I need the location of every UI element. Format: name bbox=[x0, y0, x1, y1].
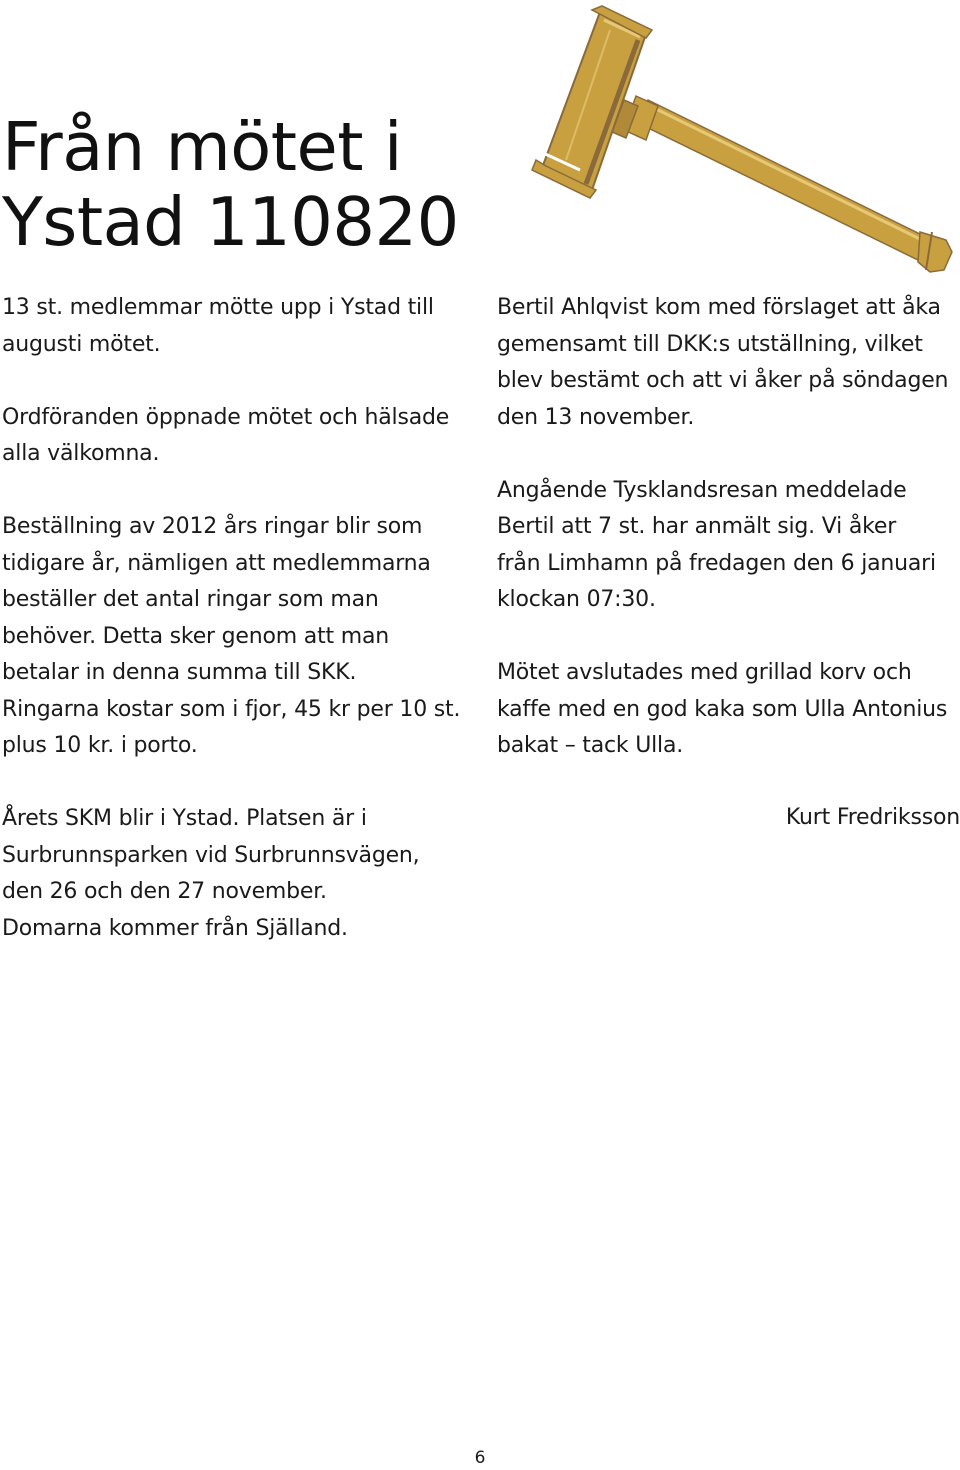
page-number: 6 bbox=[474, 1448, 486, 1468]
text-line: beställer det antal ringar som man bbox=[2, 587, 379, 612]
text-line: betalar in denna summa till SKK. bbox=[2, 660, 357, 685]
text-line: klockan 07:30. bbox=[497, 587, 656, 612]
paragraph-closing bbox=[497, 655, 959, 765]
text-line: Beställning av 2012 års ringar blir som bbox=[2, 514, 423, 539]
text-line: Bertil att 7 st. har anmält sig. Vi åker bbox=[497, 514, 897, 539]
text-line: alla välkomna. bbox=[2, 441, 160, 466]
text-line: Ordföranden öppnade mötet och hälsade bbox=[2, 404, 450, 430]
right-column bbox=[497, 290, 959, 801]
text-line: behöver. Detta sker genom att man bbox=[2, 623, 389, 649]
text-line: Mötet avslutades med grillad korv och bbox=[497, 660, 912, 685]
text-line: från Limhamn på fredagen den 6 januari bbox=[497, 550, 936, 576]
text-line: den 26 och den 27 november. bbox=[2, 879, 327, 904]
paragraph-skm bbox=[2, 801, 482, 947]
text-line: blev bestämt och att vi åker på söndagen bbox=[497, 368, 949, 393]
text-line: Bertil Ahlqvist kom med förslaget att åka bbox=[497, 295, 941, 320]
text-line: den 13 november. bbox=[497, 404, 695, 430]
paragraph-germany-trip bbox=[497, 473, 959, 619]
title-line-1: Från mötet i bbox=[2, 108, 402, 186]
paragraph-dkk-show bbox=[497, 290, 959, 436]
text-line: Ringarna kostar som i fjor, 45 kr per 10 st. bbox=[2, 696, 461, 722]
paragraph-opening bbox=[2, 400, 482, 473]
text-line: Domarna kommer från Själland. bbox=[2, 915, 348, 941]
gavel-icon bbox=[520, 0, 960, 280]
title-line-2: Ystad 110820 bbox=[2, 183, 459, 261]
text-line: 13 st. medlemmar mötte upp i Ystad till bbox=[2, 295, 434, 320]
paragraph-rings bbox=[2, 509, 482, 765]
text-line: Angående Tysklandsresan meddelade bbox=[497, 477, 907, 503]
text-line: Surbrunnsparken vid Surbrunnsvägen, bbox=[2, 842, 420, 868]
left-column bbox=[2, 290, 482, 984]
paragraph-attendance bbox=[2, 290, 482, 363]
text-line: gemensamt till DKK:s utställning, vilket bbox=[497, 331, 923, 357]
text-line: augusti mötet. bbox=[2, 331, 161, 357]
text-line: bakat – tack Ulla. bbox=[497, 733, 684, 758]
page-title bbox=[2, 110, 459, 260]
text-line: kaffe med en god kaka som Ulla Antonius bbox=[497, 696, 948, 722]
text-line: Årets SKM blir i Ystad. Platsen är i bbox=[2, 806, 367, 831]
text-line: tidigare år, nämligen att medlemmarna bbox=[2, 550, 431, 576]
text-line: plus 10 kr. i porto. bbox=[2, 733, 198, 758]
signature: Kurt Fredriksson bbox=[785, 805, 960, 830]
